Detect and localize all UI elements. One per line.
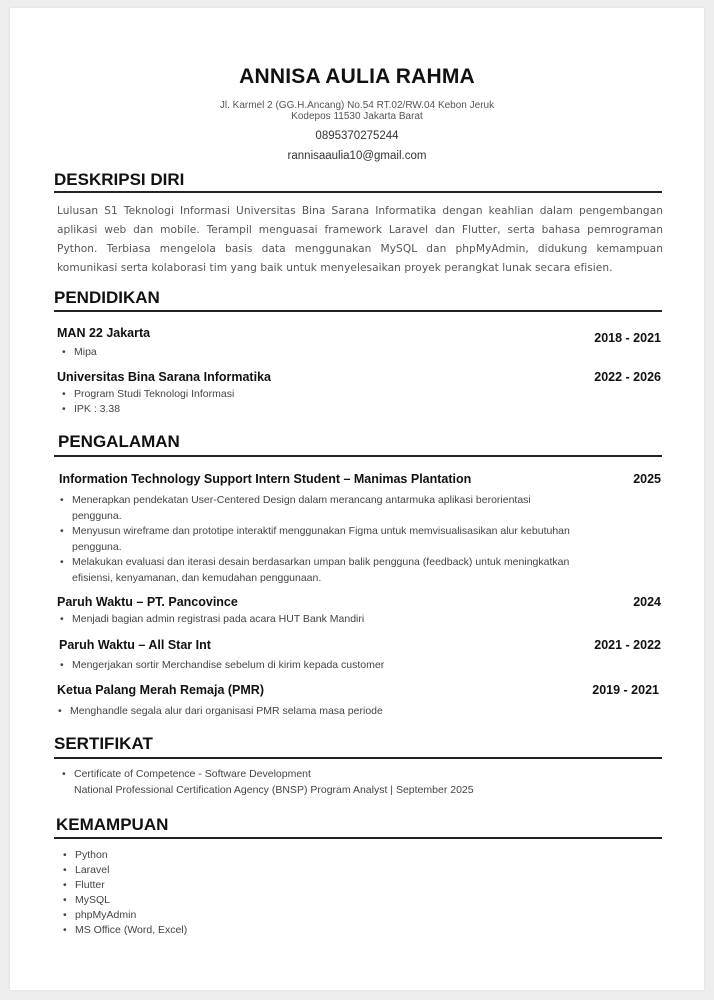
description-line: Python. Terbiasa mengelola basis data menggunakan MySQL dan phpMyAdmin, didukung kemampuan xyxy=(57,243,663,255)
list-item: • Menghandle segala alur dari organisasi PMR selama masa periode xyxy=(58,704,630,720)
experience-title: Paruh Waktu – All Star Int xyxy=(59,638,211,652)
section-divider xyxy=(54,310,662,312)
section-divider xyxy=(54,757,662,759)
profile-description xyxy=(57,202,663,278)
skill-item: • Laravel xyxy=(63,863,109,879)
experience-date: 2024 xyxy=(633,595,661,609)
section-divider xyxy=(54,837,662,839)
list-item: • Program Studi Teknologi Informasi xyxy=(62,387,234,403)
list-item xyxy=(60,555,632,586)
certificate-title: • Certificate of Competence - Software Development xyxy=(74,768,311,780)
skill-item: • phpMyAdmin xyxy=(63,908,136,924)
experience-title: Ketua Palang Merah Remaja (PMR) xyxy=(57,683,264,697)
list-item-text: • Melakukan evaluasi dan iterasi desain berdasarkan umpan balik pengguna (feedback) untuk meningkatkan xyxy=(72,556,570,568)
list-item-text: • Menyusun wireframe dan prototipe interaktif menggunakan Figma untuk memvisualisasikan alur kebutuhan xyxy=(72,525,570,537)
description-line: aplikasi web dan mobile. Terampil menguasai framework Laravel dan Flutter, serta bahasa pemrograman xyxy=(57,224,663,236)
address-line-1: Jl. Karmel 2 (GG.H.Ancang) No.54 RT.02/RW.04 Kebon Jeruk xyxy=(219,100,495,111)
section-heading-deskripsi: DESKRIPSI DIRI xyxy=(54,170,185,189)
education-date: 2018 - 2021 xyxy=(594,331,661,345)
experience-title: Paruh Waktu – PT. Pancovince xyxy=(57,595,238,609)
list-item xyxy=(60,493,632,524)
section-heading-pengalaman: PENGALAMAN xyxy=(58,432,180,451)
section-heading-pendidikan: PENDIDIKAN xyxy=(54,288,160,307)
list-item: • IPK : 3.38 xyxy=(62,402,120,418)
resume-page xyxy=(10,8,704,990)
skill-item: • MS Office (Word, Excel) xyxy=(63,923,187,939)
certificate-item xyxy=(62,767,634,798)
email-address: rannisaaulia10@gmail.com xyxy=(287,150,427,162)
description-line: Lulusan S1 Teknologi Informasi Universitas Bina Sarana Informatika dengan keahlian dalam pengembangan xyxy=(57,205,663,217)
list-item-text: • Menerapkan pendekatan User-Centered Design dalam merancang antarmuka aplikasi berorientasi xyxy=(72,494,531,506)
address-line-2: Kodepos 11530 Jakarta Barat xyxy=(291,111,423,122)
skill-item: • Flutter xyxy=(63,878,105,894)
skill-item: • MySQL xyxy=(63,893,110,909)
experience-date: 2019 - 2021 xyxy=(592,683,659,697)
list-item-text: efisiensi, kenyamanan, dan kemudahan penggunaan. xyxy=(72,571,322,584)
education-date: 2022 - 2026 xyxy=(594,370,661,384)
certificate-detail: National Professional Certification Agency (BNSP) Program Analyst | September 2025 xyxy=(74,783,474,796)
list-item-text: pengguna. xyxy=(72,540,122,553)
education-title: Universitas Bina Sarana Informatika xyxy=(57,370,271,384)
education-title: MAN 22 Jakarta xyxy=(57,326,151,340)
list-item: • Mipa xyxy=(62,345,97,361)
candidate-name: ANNISA AULIA RAHMA xyxy=(239,65,475,88)
section-heading-sertifikat: SERTIFIKAT xyxy=(54,734,153,753)
list-item: • Menjadi bagian admin registrasi pada acara HUT Bank Mandiri xyxy=(60,612,632,628)
list-item: • Mengerjakan sortir Merchandise sebelum di kirim kepada customer xyxy=(60,658,632,674)
experience-date: 2025 xyxy=(633,472,661,486)
experience-title: Information Technology Support Intern Student – Manimas Plantation xyxy=(59,472,472,486)
section-heading-kemampuan: KEMAMPUAN xyxy=(56,815,169,834)
section-divider xyxy=(54,191,662,193)
experience-date: 2021 - 2022 xyxy=(594,638,661,652)
section-divider xyxy=(54,455,662,457)
skill-item: • Python xyxy=(63,848,108,864)
phone-number: 0895370275244 xyxy=(315,130,399,142)
description-line: komunikasi serta kolaborasi tim yang baik untuk menyelesaikan proyek perangkat lunak secara efisien. xyxy=(57,262,613,274)
list-item xyxy=(60,524,632,555)
list-item-text: pengguna. xyxy=(72,509,122,522)
